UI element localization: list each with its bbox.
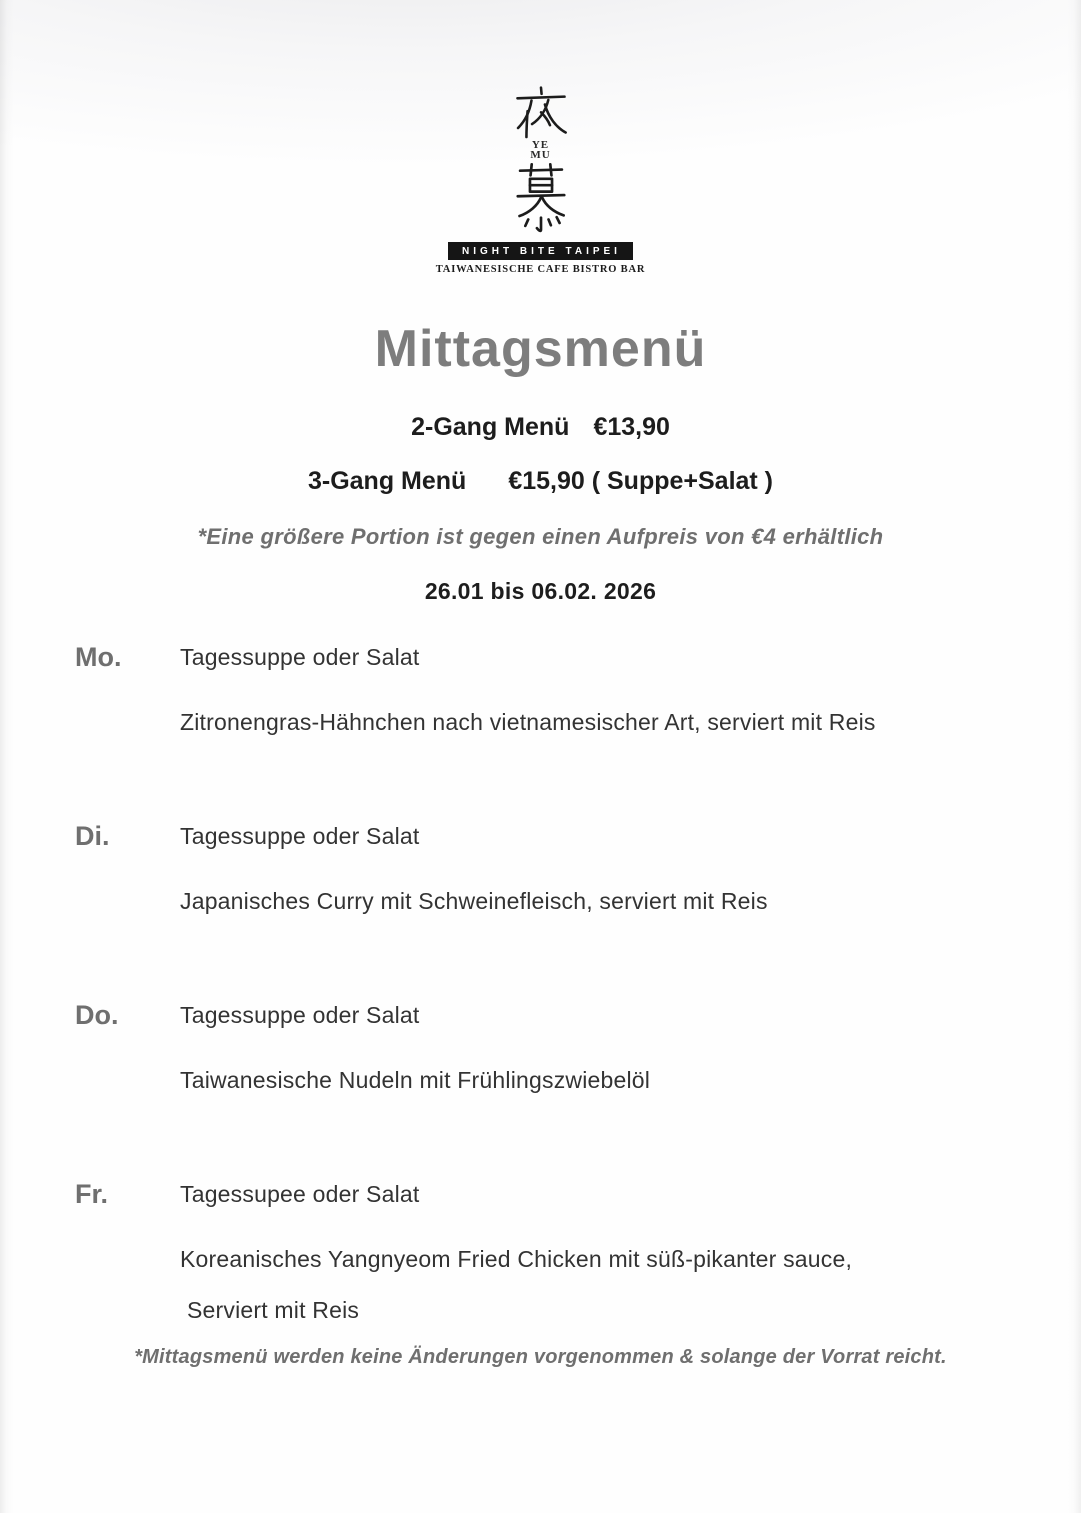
logo-romanization-line1: YE [531,139,550,151]
starter-text: Tagessuppe oder Salat [180,823,420,849]
starter-text: Tagessuppe oder Salat [180,1002,420,1028]
validity-date-range: 26.01 bis 06.02. 2026 [424,578,657,604]
weekly-menu-list [0,641,1081,1324]
main-dish-text: Koreanisches Yangnyeom Fried Chicken mit süß-pikanter sauce, [180,1246,853,1272]
day-block-monday [75,641,1041,736]
day-content [180,999,1041,1094]
kanji-ye-night-icon [512,86,570,142]
footer-note: *Mittagsmenü werden keine Änderungen vorgenommen & solange der Vorrat reicht. [134,1346,947,1368]
menu-option-3-gang [0,467,1081,496]
restaurant-logo [0,0,1081,275]
day-content [180,1178,1041,1324]
starter-text: Tagessuppe oder Salat [180,644,420,670]
menu-option-2-gang [0,413,1081,442]
day-content [180,820,1041,915]
main-dish-text: Japanisches Curry mit Schweinefleisch, serviert mit Reis [180,888,768,914]
menu-option-label: 2-Gang Menü [411,413,570,441]
menu-option-label: 3-Gang Menü [307,467,467,495]
day-content [180,641,1041,736]
day-label: Do. [75,1000,119,1030]
logo-romanization-line2: MU [530,149,551,161]
day-label: Di. [75,821,110,851]
logo-romanization [0,140,1081,160]
menu-option-price: €13,90 [593,413,670,441]
main-dish-text: Taiwanesische Nudeln mit Frühlingszwiebelöl [180,1067,651,1093]
logo-subtitle: TAIWANESISCHE CAFE BISTRO BAR [435,264,646,275]
menu-title: Mittagsmenü [374,320,707,378]
day-label: Mo. [75,642,122,672]
main-dish-text: Zitronengras-Hähnchen nach vietnamesischer Art, serviert mit Reis [180,709,876,735]
day-label: Fr. [75,1179,109,1209]
starter-text: Tagessupee oder Salat [180,1181,420,1207]
main-dish-text-line2: Serviert mit Reis [187,1297,360,1323]
portion-note: *Eine größere Portion ist gegen einen Aufpreis von €4 erhältlich [197,524,884,549]
menu-option-price: €15,90 ( Suppe+Salat ) [508,467,774,495]
logo-banner: NIGHT BITE TAIPEI [448,242,633,260]
kanji-mu-icon [511,162,571,234]
day-block-thursday [75,999,1041,1094]
day-block-tuesday [75,820,1041,915]
day-block-friday [75,1178,1041,1324]
